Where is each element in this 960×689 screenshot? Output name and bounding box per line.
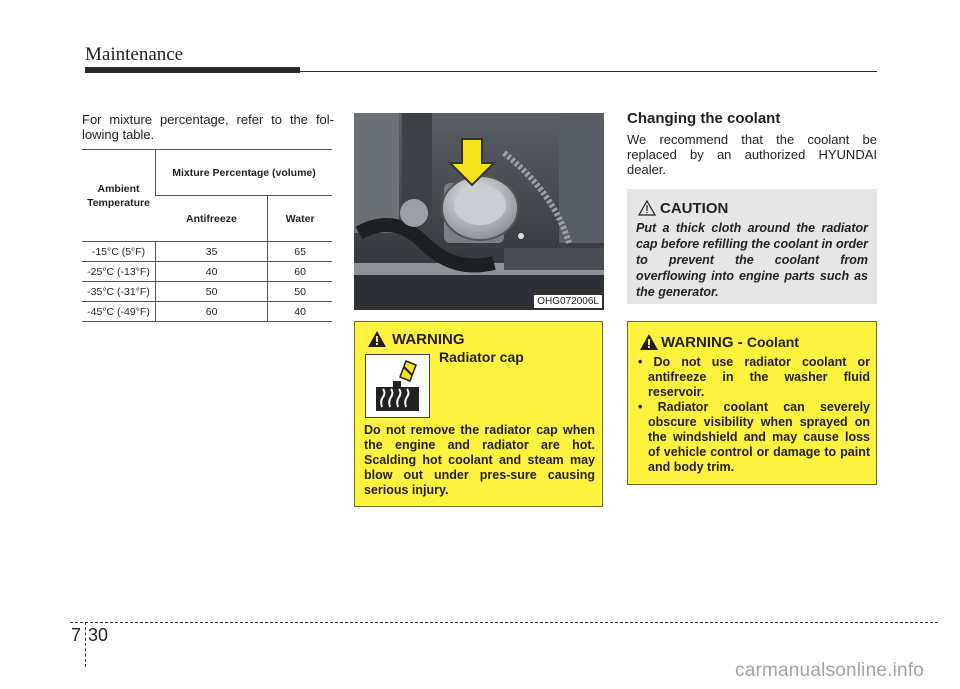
col-header-water: Water: [268, 196, 332, 242]
cell-antifreeze: 40: [156, 262, 268, 282]
caution-box: [627, 189, 877, 304]
cell-temp: -25°C (-13°F): [82, 262, 156, 282]
mixture-table: [82, 149, 332, 322]
chapter-number: 7: [71, 625, 82, 645]
section-heading: Changing the coolant: [627, 110, 781, 127]
col-header-antifreeze: Antifreeze: [156, 196, 268, 242]
footer-rule: [70, 622, 938, 623]
warning-triangle-icon: [639, 333, 659, 351]
cell-temp: -35°C (-31°F): [82, 282, 156, 302]
intro-text: For mixture percentage, refer to the fol-lowing table.: [82, 112, 334, 142]
cell-antifreeze: 60: [156, 302, 268, 322]
warning-title: WARNING - Coolant: [661, 334, 799, 351]
footer-divider: [85, 622, 86, 667]
cell-water: 65: [268, 242, 332, 262]
table-row: [82, 302, 332, 322]
caution-text: Put a thick cloth around the radiator cap before refilling the coolant in order to prevent the coolant from overflowing into engine parts such as the generator.: [636, 221, 868, 299]
coolant-text: We recommend that the coolant be replaced by an authorized HYUNDAI dealer.: [627, 132, 877, 177]
warning-radiator-cap: [354, 321, 603, 507]
section-title: Maintenance: [85, 44, 184, 65]
header-bar: [85, 67, 300, 73]
warning-title: WARNING: [392, 331, 465, 348]
table-row: [82, 242, 332, 262]
cell-antifreeze: 50: [156, 282, 268, 302]
cell-water: 40: [268, 302, 332, 322]
list-item: • Radiator coolant can severely obscure visibility when sprayed on the windshield and may cause loss of vehicle control or damage to paint and body trim.: [638, 400, 871, 474]
list-item: • Do not use radiator coolant or antifreeze in the washer fluid reservoir.: [638, 355, 870, 399]
col-header-mixture: Mixture Percentage (volume): [156, 150, 333, 196]
cell-water: 50: [268, 282, 332, 302]
page-number: 30: [88, 625, 109, 645]
warning-text: Do not remove the radiator cap when the engine and radiator are hot. Scalding hot coolant and steam may blow out under pres-sure causing serious injury.: [364, 423, 595, 497]
caution-triangle-icon: [638, 200, 656, 216]
caution-title: CAUTION: [660, 200, 729, 217]
engine-bay-illustration: [354, 113, 604, 310]
warning-list: [638, 355, 870, 475]
table-row: [82, 282, 332, 302]
cell-temp: -45°C (-49°F): [82, 302, 156, 322]
cell-temp: -15°C (5°F): [82, 242, 156, 262]
cell-antifreeze: 35: [156, 242, 268, 262]
hot-steam-icon: [365, 354, 430, 418]
warning-title-suffix: Coolant: [746, 334, 799, 350]
col-header-temperature: Ambient Temperature: [82, 150, 156, 242]
table-row: [82, 262, 332, 282]
figure-code: OHG072006L: [534, 295, 602, 308]
watermark: carmanualsonline.info: [735, 660, 925, 681]
radiator-cap-photo: [354, 113, 604, 310]
header-rule: [300, 71, 877, 72]
cell-water: 60: [268, 262, 332, 282]
warning-coolant: [627, 321, 877, 485]
warning-triangle-icon: [367, 330, 387, 348]
warning-subtitle: Radiator cap: [439, 349, 524, 365]
